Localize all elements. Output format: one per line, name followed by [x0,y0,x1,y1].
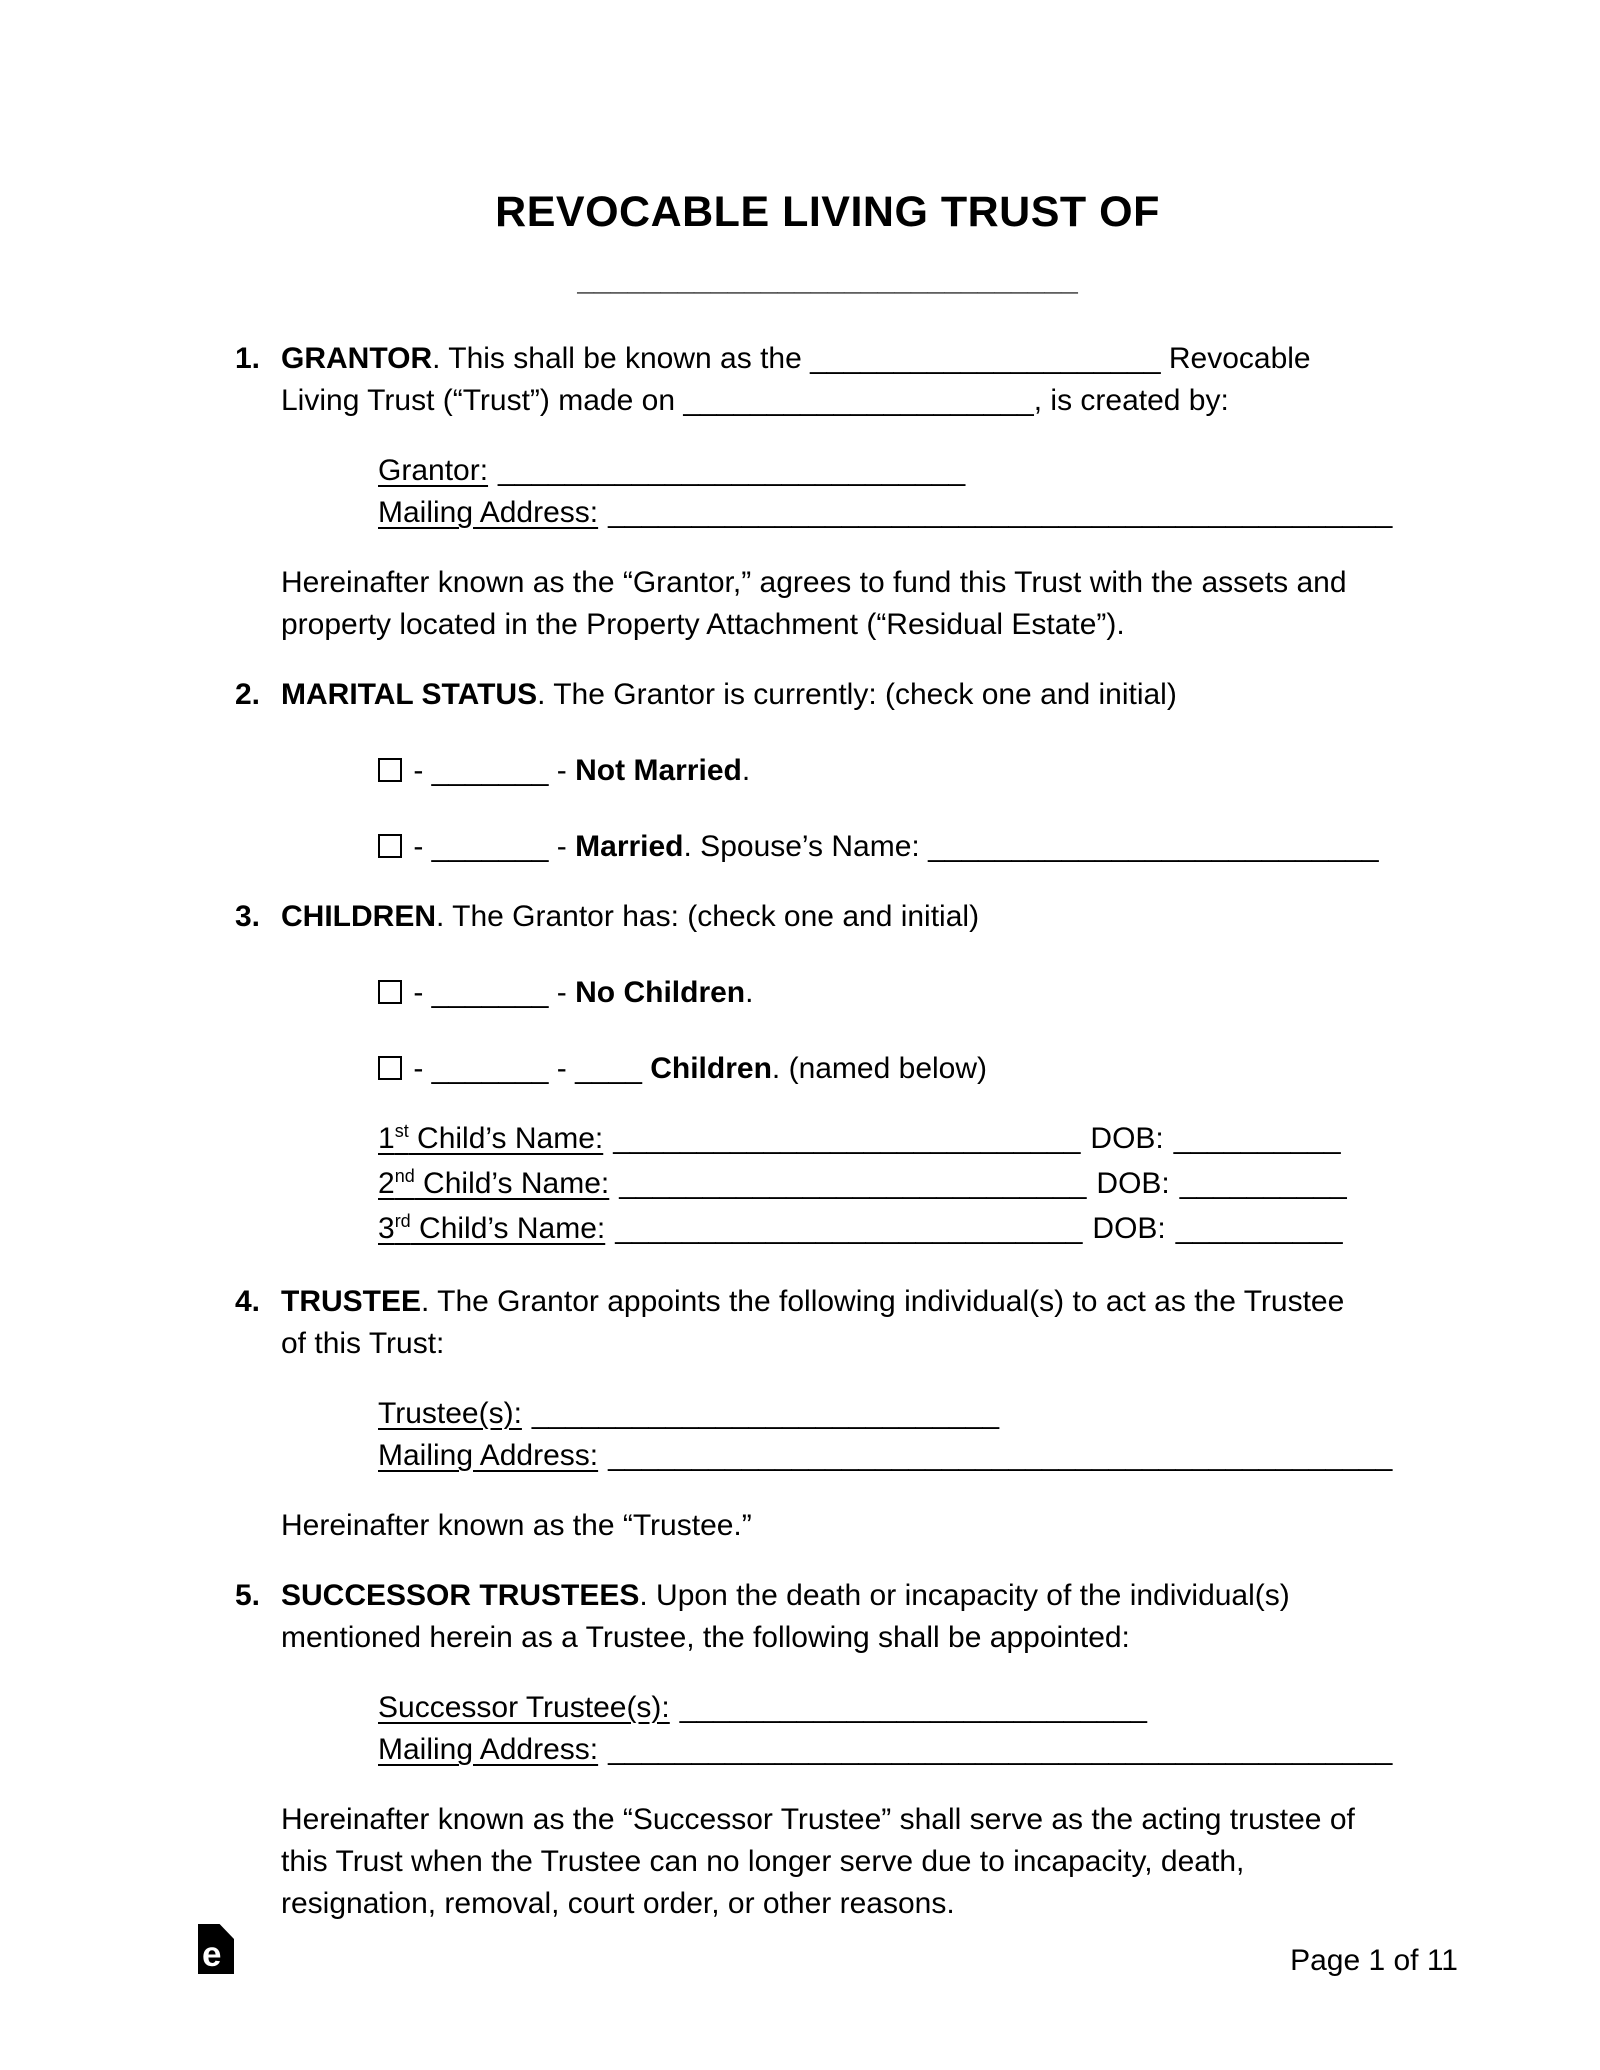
dob-label: DOB: [1092,1212,1166,1245]
section-number: 4. [235,1285,261,1318]
section-number: 5. [235,1579,261,1612]
trustee-label: Trustee(s): [378,1397,522,1430]
section-heading: GRANTOR [281,342,433,375]
grantor-sentence-line1 [281,338,1420,380]
initials-blank: _______ [431,1052,549,1085]
mailing-address-label: Mailing Address: [378,1733,599,1766]
children-heading-line [281,896,1420,938]
child-2-name-blank: ____________________________ [619,1167,1087,1200]
dob-label: DOB: [1090,1122,1164,1155]
option-not-married [378,750,1420,792]
paragraph-line: property located in the Property Attachment (“Residual Estate”). [281,608,1125,641]
trust-date-blank: _____________________ [683,384,1034,417]
text-run: - [548,830,576,863]
section-number: 3. [235,900,261,933]
dob-label: DOB: [1096,1167,1170,1200]
child-1-name-blank: ____________________________ [613,1122,1081,1155]
trustee-name-blank: ____________________________ [531,1397,1000,1430]
child-3-name-blank: ____________________________ [615,1212,1083,1245]
paragraph-line: Hereinafter known as the “Grantor,” agrees to fund this Trust with the assets and [281,566,1347,599]
text-run: . (named below) [771,1052,988,1085]
section-heading: TRUSTEE [281,1285,422,1318]
children-count-blank: ____ [575,1052,642,1085]
trustee-fields [378,1393,1420,1477]
marital-status-heading-line [281,674,1420,716]
section-number: 1. [235,342,261,375]
text-run: - [548,976,576,1009]
child-row-1 [378,1118,1420,1163]
checkbox-icon[interactable] [378,758,402,782]
child-3-label [378,1212,605,1245]
successor-heading-line2: mentioned herein as a Trustee, the following shall be appointed: [281,1621,1130,1654]
text-run: . [741,754,751,787]
child-row-3 [378,1208,1420,1253]
child-1-label [378,1122,603,1155]
option-label: No Children [575,976,746,1009]
section-number: 2. [235,678,261,711]
section-heading: MARITAL STATUS [281,678,538,711]
trust-name-blank: _____________________ [810,342,1161,375]
trustee-heading-line1 [281,1281,1420,1323]
paragraph-line: Hereinafter known as the “Successor Trustee” shall serve as the acting trustee of [281,1803,1355,1836]
trustee-name-row [378,1393,1420,1435]
ordinal: 2 [378,1167,395,1200]
ordinal: 1 [378,1122,395,1155]
section-heading: CHILDREN [281,900,436,933]
text-run: . Upon the death or incapacity of the individual(s) [639,1579,1290,1612]
ordinal: 3 [378,1212,395,1245]
trustee-mailing-blank: _______________________________________________ [608,1439,1393,1472]
mailing-address-label: Mailing Address: [378,1439,599,1472]
grantor-mailing-blank: _______________________________________________ [608,496,1393,529]
section-trustee [235,1281,1420,1547]
successor-name-row [378,1687,1420,1729]
child-name-label: Child’s Name: [414,1167,610,1200]
children-name-list [378,1118,1420,1253]
text-run: . The Grantor is currently: (check one and initial) [537,678,1177,711]
successor-name-blank: ____________________________ [679,1691,1147,1724]
trustee-mailing-row [378,1435,1420,1477]
text-run: - [405,976,432,1009]
child-row-2 [378,1163,1420,1208]
text-run: . This shall be known as the [432,342,811,375]
ordinal-suffix: st [394,1121,409,1141]
initials-blank: _______ [431,976,549,1009]
initials-blank: _______ [431,830,549,863]
text-run: . The Grantor has: (check one and initial) [436,900,980,933]
successor-fields [378,1687,1420,1771]
option-label: Not Married [575,754,742,787]
checkbox-icon[interactable] [378,834,402,858]
option-married [378,826,1420,868]
text-run: Revocable [1160,342,1311,375]
text-run: . [745,976,754,1009]
text-run: . The Grantor appoints the following individual(s) to act as the Trustee [421,1285,1345,1318]
grantor-fields [378,450,1420,534]
option-no-children [378,972,1420,1014]
successor-mailing-blank: _______________________________________________ [608,1733,1393,1766]
checkbox-icon[interactable] [378,980,402,1004]
child-3-dob-blank: __________ [1175,1212,1343,1245]
successor-mailing-row [378,1729,1420,1771]
grantor-paragraph [281,562,1420,646]
text-run: , is created by: [1033,384,1229,417]
successor-heading-line1 [281,1575,1420,1617]
text-run: - [405,1052,432,1085]
text-run: - [405,754,432,787]
option-has-children [378,1048,1420,1090]
grantor-name-blank: ____________________________ [498,454,966,487]
section-heading: SUCCESSOR TRUSTEES [281,1579,640,1612]
grantor-sentence-line2 [281,380,1420,422]
trustee-paragraph [281,1505,1420,1547]
mailing-address-label: Mailing Address: [378,496,599,529]
paragraph-line: Hereinafter known as the “Trustee.” [281,1509,752,1542]
successor-paragraph [281,1799,1420,1925]
grantor-mailing-row [378,492,1420,534]
child-2-label [378,1167,609,1200]
initials-blank: _______ [431,754,549,787]
trustee-heading-line2: of this Trust: [281,1327,445,1360]
child-name-label: Child’s Name: [408,1122,604,1155]
trust-title-name-blank: ______________________________ [577,264,1078,297]
child-name-label: Child’s Name: [410,1212,606,1245]
section-children [235,896,1420,1253]
logo-letter: e [202,1935,222,1974]
child-2-dob-blank: __________ [1179,1167,1347,1200]
checkbox-icon[interactable] [378,1056,402,1080]
paragraph-line: resignation, removal, court order, or other reasons. [281,1887,955,1920]
section-marital-status [235,674,1420,868]
document-title: REVOCABLE LIVING TRUST OF [495,188,1160,236]
text-run: - [548,754,576,787]
text-run: - [405,830,432,863]
ordinal-suffix: rd [394,1211,411,1231]
text-run: . Spouse’s Name: [683,830,929,863]
child-1-dob-blank: __________ [1173,1122,1341,1155]
text-run: - [548,1052,576,1085]
text-run: Living Trust (“Trust”) made on [281,384,684,417]
ordinal-suffix: nd [394,1166,415,1186]
option-label: Children [650,1052,772,1085]
spouse-name-blank: ___________________________ [928,830,1379,863]
paragraph-line: this Trust when the Trustee can no longer serve due to incapacity, death, [281,1845,1245,1878]
section-grantor [235,338,1420,646]
section-successor-trustees [235,1575,1420,1925]
grantor-label: Grantor: [378,454,489,487]
eforms-logo [198,1924,234,1974]
successor-trustee-label: Successor Trustee(s): [378,1691,670,1724]
text-run [642,1052,650,1085]
page-number: Page 1 of 11 [1290,1944,1458,1977]
grantor-name-row [378,450,1420,492]
option-label: Married [575,830,684,863]
